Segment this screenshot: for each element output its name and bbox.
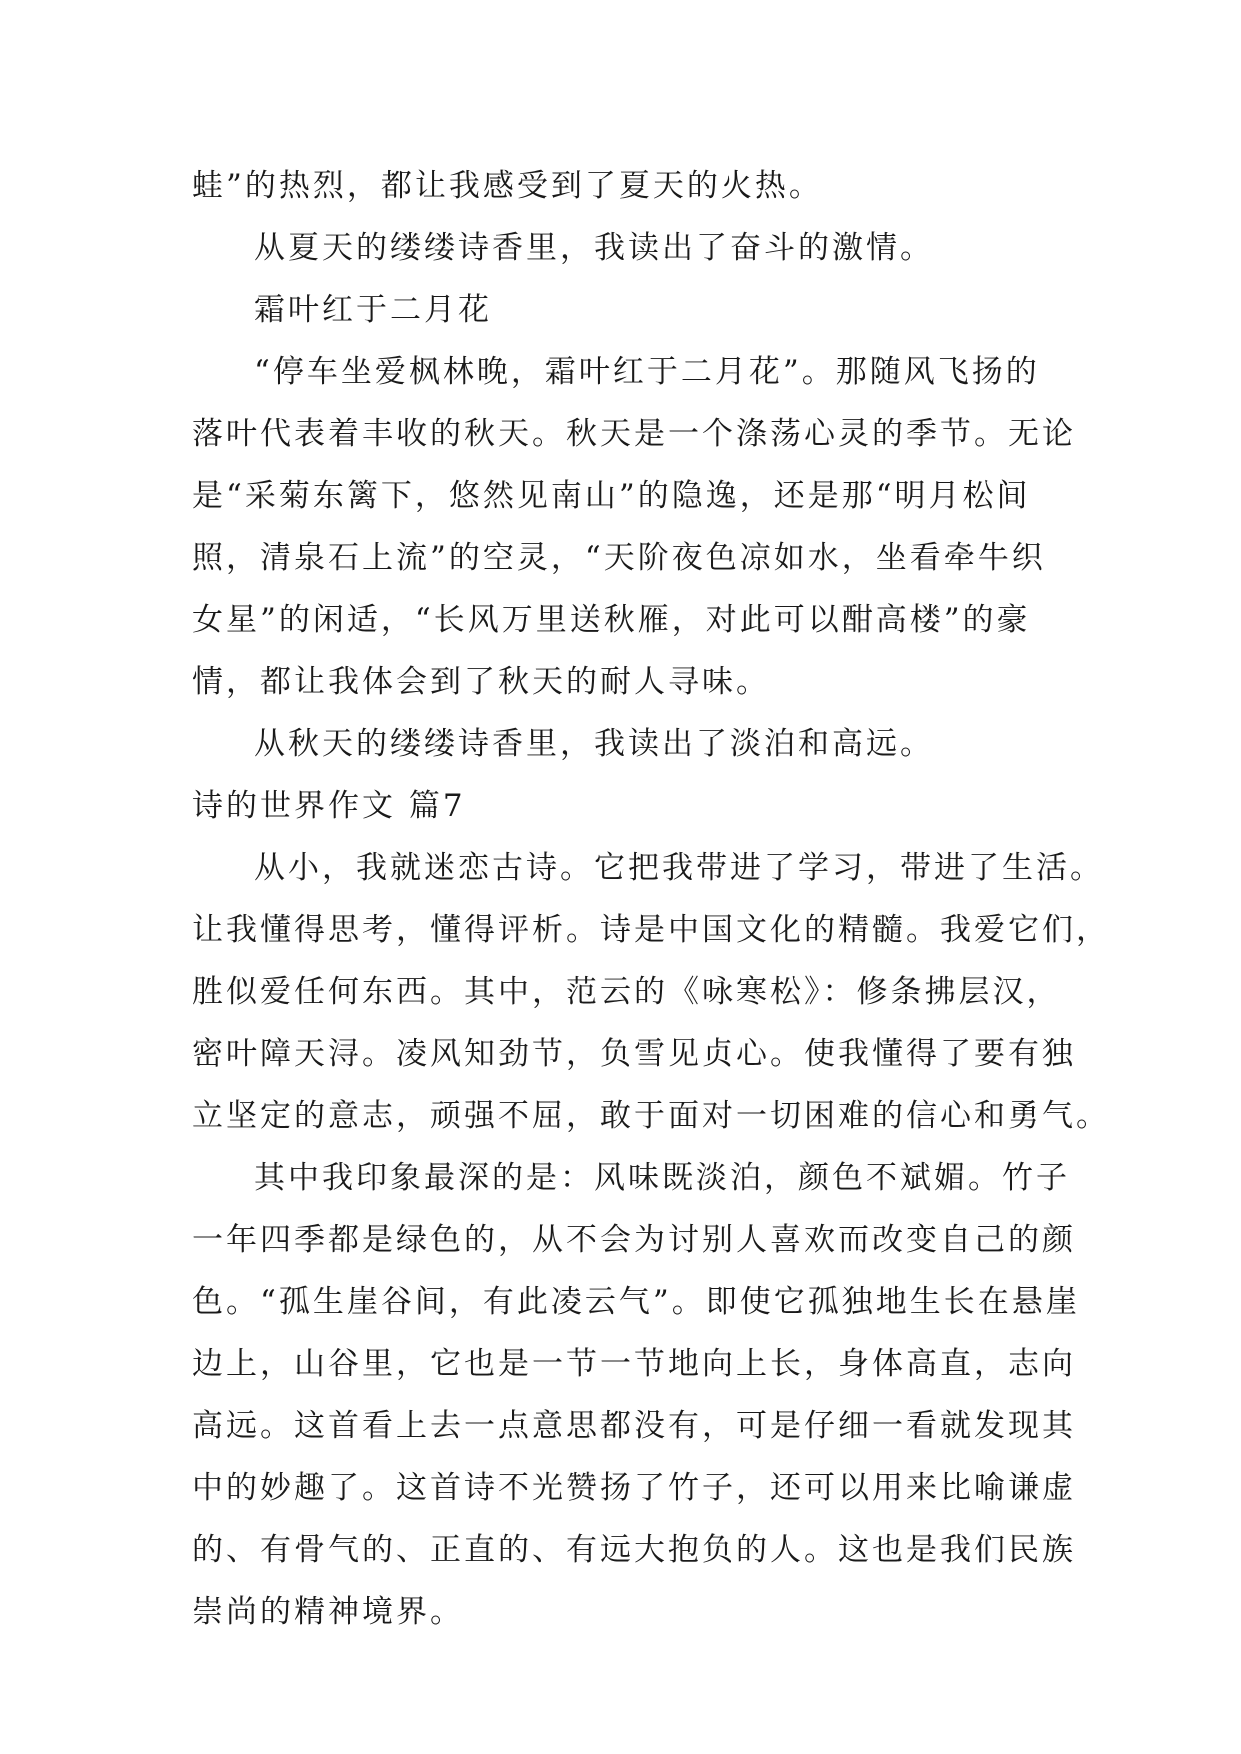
text-line: 的、有骨气的、正直的、有远大抱负的人。这也是我们民族	[192, 1532, 1076, 1568]
text-line: 从夏天的缕缕诗香里，我读出了奋斗的激情。	[254, 230, 934, 266]
text-line: 其中我印象最深的是：风味既淡泊，颜色不斌媚。竹子	[254, 1160, 1070, 1196]
text-line: 密叶障天浔。凌风知劲节，负雪见贞心。使我懂得了要有独	[192, 1036, 1076, 1072]
section-heading: 霜叶红于二月花	[254, 292, 492, 328]
text-line: 高远。这首看上去一点意思都没有，可是仔细一看就发现其	[192, 1408, 1076, 1444]
article-title: 诗的世界作文 篇7	[192, 788, 466, 824]
text-line: 从秋天的缕缕诗香里，我读出了淡泊和高远。	[254, 726, 934, 762]
text-line: 中的妙趣了。这首诗不光赞扬了竹子，还可以用来比喻谦虚	[192, 1470, 1076, 1506]
text-line: 让我懂得思考，懂得评析。诗是中国文化的精髓。我爱它们，	[192, 912, 1110, 948]
text-line: 落叶代表着丰收的秋天。秋天是一个涤荡心灵的季节。无论	[192, 416, 1076, 452]
text-line: 胜似爱任何东西。其中，范云的《咏寒松》：修条拂层汉，	[192, 974, 1061, 1010]
text-line: 蛙”的热烈，都让我感受到了夏天的火热。	[192, 168, 823, 204]
text-line: 一年四季都是绿色的，从不会为讨别人喜欢而改变自己的颜	[192, 1222, 1076, 1258]
text-line: 是“采菊东篱下，悠然见南山”的隐逸，还是那“明月松间	[192, 478, 1031, 514]
text-line: 边上，山谷里，它也是一节一节地向上长，身体高直，志向	[192, 1346, 1076, 1382]
text-line: 崇尚的精神境界。	[192, 1594, 464, 1630]
text-line: 色。“孤生崖谷间，有此凌云气”。即使它孤独地生长在悬崖	[192, 1284, 1080, 1320]
text-line: “停车坐爱枫林晚，霜叶红于二月花”。那随风飞扬的	[254, 354, 1040, 390]
text-line: 女星”的闲适，“长风万里送秋雁，对此可以酣高楼”的豪	[192, 602, 1031, 638]
text-line: 照，清泉石上流”的空灵，“天阶夜色凉如水，坐看牵牛织	[192, 540, 1046, 576]
text-line: 立坚定的意志，顽强不屈，敢于面对一切困难的信心和勇气。	[192, 1098, 1110, 1134]
text-line: 情，都让我体会到了秋天的耐人寻味。	[192, 664, 770, 700]
text-line: 从小，我就迷恋古诗。它把我带进了学习，带进了生活。	[254, 850, 1104, 886]
document-body	[192, 155, 1110, 1643]
